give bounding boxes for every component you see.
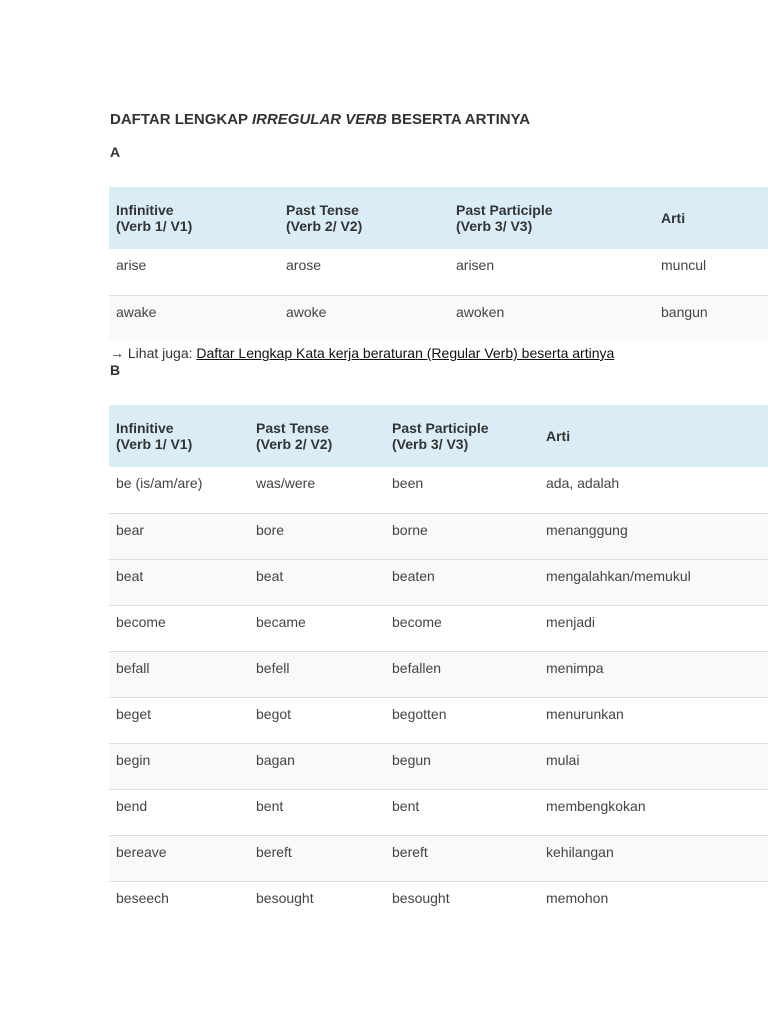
cell-infinitive: befall [109, 651, 249, 697]
cell-past-tense: beat [249, 559, 385, 605]
header-participle-label: Past Participle [456, 202, 553, 218]
cell-past-tense: bent [249, 789, 385, 835]
header-infinitive-label: Infinitive [116, 420, 174, 436]
table-row [109, 559, 768, 605]
header-infinitive [109, 187, 279, 249]
table-row [109, 651, 768, 697]
table-row [109, 881, 768, 927]
title-part1: DAFTAR LENGKAP [110, 111, 252, 128]
header-infinitive-sub: (Verb 1/ V1) [116, 436, 193, 452]
cell-infinitive: arise [109, 249, 279, 295]
cell-arti: menimpa [539, 651, 768, 697]
cell-past-participle: been [385, 467, 539, 513]
cell-past-tense: bore [249, 513, 385, 559]
cell-past-participle: bent [385, 789, 539, 835]
table-row [109, 513, 768, 559]
header-past-label: Past Tense [286, 202, 359, 218]
cell-arti: mulai [539, 743, 768, 789]
table-row [109, 697, 768, 743]
header-past-participle [449, 187, 654, 249]
cell-past-tense: was/were [249, 467, 385, 513]
cell-past-participle: borne [385, 513, 539, 559]
verb-table-b [109, 405, 768, 927]
table-header-row [109, 405, 768, 467]
header-arti: Arti [661, 210, 686, 226]
cell-past-participle: awoken [449, 295, 654, 341]
cell-past-participle: begotten [385, 697, 539, 743]
header-past-participle [385, 405, 539, 467]
header-arti: Arti [546, 428, 571, 444]
cell-arti: kehilangan [539, 835, 768, 881]
table-row [109, 605, 768, 651]
title-part2: IRREGULAR VERB [251, 111, 387, 128]
table-row [109, 249, 768, 295]
page-title [110, 111, 530, 128]
cell-past-tense: bagan [249, 743, 385, 789]
cell-infinitive: bereave [109, 835, 249, 881]
header-past-tense [279, 187, 449, 249]
cell-arti: membengkokan [539, 789, 768, 835]
cell-past-participle: begun [385, 743, 539, 789]
cell-infinitive: awake [109, 295, 279, 341]
cell-past-participle: bereft [385, 835, 539, 881]
cell-past-tense: became [249, 605, 385, 651]
header-past-sub: (Verb 2/ V2) [286, 218, 363, 234]
cell-past-tense: bereft [249, 835, 385, 881]
header-participle-label: Past Participle [392, 420, 489, 436]
table-row [109, 743, 768, 789]
cell-arti: bangun [654, 295, 768, 341]
verb-table-a [109, 187, 768, 341]
cell-arti: menanggung [539, 513, 768, 559]
table-row [109, 789, 768, 835]
cell-infinitive: beget [109, 697, 249, 743]
cell-infinitive: bend [109, 789, 249, 835]
header-past-label: Past Tense [256, 420, 329, 436]
section-a-heading: A [110, 144, 121, 160]
cell-past-tense: awoke [279, 295, 449, 341]
header-infinitive [109, 405, 249, 467]
cell-past-participle: become [385, 605, 539, 651]
cell-past-participle: befallen [385, 651, 539, 697]
table-row [109, 467, 768, 513]
header-participle-sub: (Verb 3/ V3) [392, 436, 469, 452]
header-infinitive-label: Infinitive [116, 202, 174, 218]
cell-past-participle: besought [385, 881, 539, 927]
cell-infinitive: be (is/am/are) [109, 467, 249, 513]
cell-past-participle: arisen [449, 249, 654, 295]
cell-past-tense: befell [249, 651, 385, 697]
cell-arti: menurunkan [539, 697, 768, 743]
cell-arti: ada, adalah [539, 467, 768, 513]
cell-arti: memohon [539, 881, 768, 927]
cell-past-tense: begot [249, 697, 385, 743]
title-part3: BESERTA ARTINYA [386, 111, 531, 128]
regular-verb-link[interactable]: Daftar Lengkap Kata kerja beraturan (Regular Verb) beserta artinya [196, 345, 615, 361]
cell-infinitive: bear [109, 513, 249, 559]
table-row [109, 295, 768, 341]
cell-infinitive: beat [109, 559, 249, 605]
cell-infinitive: become [109, 605, 249, 651]
header-past-tense [249, 405, 385, 467]
cell-infinitive: begin [109, 743, 249, 789]
cell-past-participle: beaten [385, 559, 539, 605]
table-row [109, 835, 768, 881]
cell-past-tense: arose [279, 249, 449, 295]
see-also-line [110, 345, 614, 361]
cell-infinitive: beseech [109, 881, 249, 927]
cell-arti: mengalahkan/memukul [539, 559, 768, 605]
cell-past-tense: besought [249, 881, 385, 927]
see-also-prefix: → Lihat juga: [110, 345, 197, 361]
header-participle-sub: (Verb 3/ V3) [456, 218, 533, 234]
cell-arti: muncul [654, 249, 768, 295]
header-past-sub: (Verb 2/ V2) [256, 436, 333, 452]
section-b-heading: B [110, 362, 121, 378]
table-header-row [109, 187, 768, 249]
cell-arti: menjadi [539, 605, 768, 651]
header-infinitive-sub: (Verb 1/ V1) [116, 218, 193, 234]
